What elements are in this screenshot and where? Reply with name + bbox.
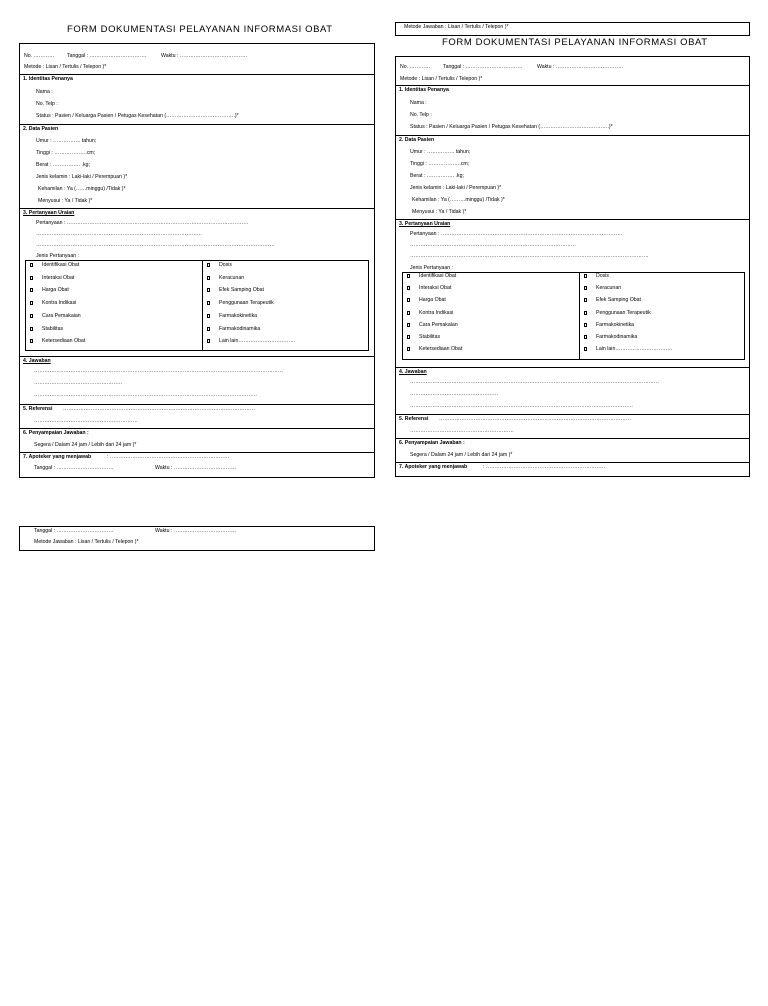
section-title: 7. Apoteker yang menjawab (23, 454, 92, 460)
jenis-pertanyaan-table (402, 272, 745, 360)
metode-jawaban-box (395, 22, 750, 36)
status-field[interactable]: Status : Pasien / Keluarga Pasien / Petugas Kesehatan (………………………………….)* (36, 113, 239, 119)
referensi-field[interactable]: ………………………………………………………………………………………………… (63, 406, 255, 412)
checkbox[interactable] (584, 347, 587, 351)
checkbox-label: Cara Pemakaian (419, 321, 458, 328)
nama-field[interactable]: Nama : (36, 89, 53, 95)
header-row (20, 44, 374, 75)
checkbox-label: Interaksi Obat (42, 274, 75, 281)
checkbox-label: Kontra Indikasi (419, 309, 454, 316)
checkbox[interactable] (584, 311, 587, 315)
kehamilan-field[interactable]: Kehamilan : Ya (………minggu) /Tidak )* (412, 197, 505, 203)
section-title: 3. Pertanyaan Uraian (399, 221, 451, 227)
checkbox[interactable] (407, 298, 410, 302)
dotted-line: …………………………………………………………………………………… (36, 231, 202, 237)
checkbox-label: Ketersediaan Obat (42, 338, 86, 345)
checkbox[interactable] (584, 298, 587, 302)
checkbox[interactable] (407, 347, 410, 351)
tinggi-field[interactable]: Tinggi : ……………….cm; (410, 161, 470, 167)
checkbox-label: Farmakokinetika (219, 312, 258, 319)
checkbox[interactable] (30, 276, 33, 280)
pertanyaan-field[interactable]: Pertanyaan : …………………………………………………………………………………………… (410, 231, 623, 237)
section-title: 6. Penyampaian Jawaban : (399, 440, 465, 446)
waktu-field[interactable]: Waktu : ………………………………… (537, 64, 624, 70)
section-data-pasien (20, 125, 374, 209)
apoteker-field[interactable]: : …………………………………………………………… (107, 454, 230, 460)
referensi-field[interactable]: ………………………………………………………………………………………………… (439, 416, 631, 422)
tanggal-jawab-field[interactable]: Tanggal : …………………………… (34, 528, 114, 534)
checkbox-label: Identifikasi Obat (419, 273, 457, 279)
jawaban-line[interactable]: ………………………………………………………………………………………………………………… (410, 403, 634, 409)
tanggal-field[interactable]: Tanggal : …………………………… (67, 53, 147, 59)
telp-field[interactable]: No. Telp : (36, 101, 58, 107)
waktu-jawab-field[interactable]: Waktu : ……………………………… (155, 528, 237, 534)
table-divider (579, 273, 580, 359)
umur-field[interactable]: Umur : ……………. tahun; (410, 149, 471, 155)
metode-field[interactable]: Metode : Lisan / Tertulis / Telepon )* (24, 64, 107, 70)
checkbox-label: Interaksi Obat (419, 285, 452, 292)
checkbox-label: Kontra Indikasi (42, 300, 77, 307)
jawaban-line[interactable]: ……………………………………………………………………………………………………………………………… (34, 368, 283, 374)
berat-field[interactable]: Berat : ……………. .kg; (410, 173, 464, 179)
section-data-pasien (396, 136, 749, 220)
checkbox-label: Efek Samping Obat (219, 287, 264, 294)
checkbox-label: Cara Pemakaian (42, 312, 81, 319)
section-referensi (20, 405, 374, 429)
section-identitas (20, 75, 374, 125)
checkbox[interactable] (207, 327, 210, 331)
checkbox[interactable] (584, 323, 587, 327)
tinggi-field[interactable]: Tinggi : ……………….cm; (36, 150, 96, 156)
menyusui-field[interactable]: Menyusui : Ya / Tidak )* (38, 198, 93, 204)
checkbox[interactable] (407, 323, 410, 327)
form-title: FORM DOKUMENTASI PELAYANAN INFORMASI OBAT (442, 37, 708, 48)
section-apoteker (396, 463, 749, 476)
status-field[interactable]: Status : Pasien / Keluarga Pasien / Petugas Kesehatan (………………………………….)* (410, 124, 613, 130)
checkbox[interactable] (30, 288, 33, 292)
berat-field[interactable]: Berat : ……………. .kg; (36, 162, 90, 168)
section-title: 4. Jawaban (399, 369, 427, 375)
jenis-kelamin-field[interactable]: Jenis kelamin : Laki-laki / Perempuan )* (410, 185, 502, 191)
checkbox[interactable] (207, 288, 210, 292)
table-divider (202, 261, 203, 350)
jawaban-line[interactable]: ……………………………………………………………………………………………………………………………… (410, 379, 659, 385)
dotted-line: ………………………………………………………………………………………………………………………… (36, 242, 275, 248)
dotted-line: …………………………………………………………………………………… (410, 242, 576, 248)
checkbox-label: Farmakodinamika (596, 334, 638, 340)
jawaban-line[interactable]: …………………………………………… (410, 391, 499, 397)
checkbox[interactable] (407, 286, 410, 290)
checkbox-label: Keracunan (219, 274, 245, 281)
checkbox-label: Lain lain…………………………… (596, 346, 673, 353)
checkbox-label: Harga Obat (419, 297, 446, 304)
telp-field[interactable]: No. Telp : (410, 112, 432, 118)
header-row (396, 57, 749, 86)
checkbox[interactable] (30, 263, 33, 267)
checkbox[interactable] (207, 314, 210, 318)
pertanyaan-field[interactable]: Pertanyaan : …………………………………………………………………………………………… (36, 220, 249, 226)
section-title: 2. Data Pasien (399, 137, 435, 143)
checkbox-label: Penggunaan Terapeutik (219, 300, 274, 307)
jawaban-line[interactable]: ………………………………………………………………………………………………………………… (34, 392, 258, 398)
metode-field[interactable]: Metode : Lisan / Tertulis / Telepon )* (400, 76, 483, 82)
checkbox-label: Stabilitas (419, 334, 441, 340)
menyusui-field[interactable]: Menyusui : Ya / Tidak )* (412, 209, 467, 215)
section-penyampaian (396, 439, 749, 463)
referensi-line[interactable]: …………………………………………………… (410, 428, 514, 434)
checkbox-label: Dosis (219, 262, 232, 268)
checkbox[interactable] (30, 314, 33, 318)
referensi-line[interactable]: …………………………………………………… (34, 418, 138, 424)
apoteker-field[interactable]: : …………………………………………………………… (483, 464, 606, 470)
checkbox[interactable] (584, 335, 587, 339)
checkbox-label: Penggunaan Terapeutik (596, 309, 651, 316)
metode-jawaban-field[interactable]: Metode Jawaban : Lisan / Tertulis / Telepon )* (34, 539, 139, 545)
checkbox-label: Efek Samping Obat (596, 297, 641, 304)
section-pertanyaan (396, 220, 749, 368)
checkbox-label: Farmakokinetika (596, 321, 635, 328)
checkbox-label: Lain lain…………………………… (219, 338, 296, 345)
section-title: 1. Identitas Penanya (399, 87, 449, 93)
jenis-pertanyaan-table (25, 260, 369, 351)
section-title: 2. Data Pasien (23, 126, 59, 132)
checkbox-label: Identifikasi Obat (42, 262, 80, 268)
section-title: 4. Jawaban (23, 358, 51, 364)
section-title: 6. Penyampaian Jawaban : (23, 430, 89, 436)
waktu-field[interactable]: Waktu : ………………………………… (161, 53, 248, 59)
tanggal-jawab-field[interactable]: Tanggal : …………………………… (34, 465, 114, 471)
jenis-pertanyaan-label: Jenis Pertanyaan : (36, 253, 79, 259)
section-title: 7. Apoteker yang menjawab (399, 464, 468, 470)
section-title: 1. Identitas Penanya (23, 76, 73, 82)
tanggal-field[interactable]: Tanggal : …………………………… (443, 64, 523, 70)
checkbox[interactable] (407, 274, 410, 278)
section-title: 5. Referensi (399, 416, 429, 422)
form-box (19, 43, 375, 478)
checkbox-label: Dosis (596, 273, 609, 279)
checkbox[interactable] (584, 274, 587, 278)
section-referensi (396, 415, 749, 439)
kehamilan-field[interactable]: Kehamilan : Ya (……minggu) /Tidak )* (38, 186, 126, 192)
section-apoteker (20, 453, 374, 477)
checkbox-label: Harga Obat (42, 287, 69, 294)
section-penyampaian (20, 429, 374, 453)
checkbox[interactable] (207, 263, 210, 267)
checkbox[interactable] (30, 339, 33, 343)
checkbox[interactable] (584, 286, 587, 290)
section-title: 5. Referensi (23, 406, 53, 412)
answer-meta-box (19, 526, 375, 551)
checkbox-label: Keracunan (596, 285, 622, 292)
no-field[interactable]: No. ………… (24, 53, 55, 59)
dotted-line: ………………………………………………………………………………………………………………………… (410, 253, 649, 259)
section-jawaban (20, 357, 374, 405)
metode-jawaban-field[interactable]: Metode Jawaban : Lisan / Tertulis / Telepon )* (404, 24, 509, 30)
waktu-jawab-field[interactable]: Waktu : ……………………………… (155, 465, 237, 471)
section-pertanyaan (20, 209, 374, 357)
section-identitas (396, 86, 749, 136)
no-field[interactable]: No. ………… (400, 64, 431, 70)
nama-field[interactable]: Nama : (410, 100, 427, 106)
checkbox[interactable] (207, 301, 210, 305)
checkbox-label: Farmakodinamika (219, 325, 261, 332)
umur-field[interactable]: Umur : ……………. tahun; (36, 138, 97, 144)
penyampaian-options[interactable]: Segera / Dalam 24 jam / Lebih dari 24 jam )* (410, 452, 513, 458)
checkbox[interactable] (30, 327, 33, 331)
section-title: 3. Pertanyaan Uraian (23, 210, 75, 216)
checkbox[interactable] (407, 311, 410, 315)
checkbox[interactable] (30, 301, 33, 305)
form-title: FORM DOKUMENTASI PELAYANAN INFORMASI OBAT (67, 24, 333, 35)
checkbox[interactable] (407, 335, 410, 339)
checkbox[interactable] (207, 276, 210, 280)
section-jawaban (396, 368, 749, 415)
jenis-kelamin-field[interactable]: Jenis kelamin : Laki-laki / Perempuan )* (36, 174, 128, 180)
form-box (395, 56, 750, 477)
checkbox-label: Stabilitas (42, 325, 64, 332)
checkbox-label: Ketersediaan Obat (419, 346, 463, 353)
jenis-pertanyaan-label: Jenis Pertanyaan : (410, 265, 453, 271)
jawaban-line[interactable]: …………………………………………… (34, 380, 123, 386)
checkbox[interactable] (207, 339, 210, 343)
penyampaian-options[interactable]: Segera / Dalam 24 jam / Lebih dari 24 jam )* (34, 442, 137, 448)
